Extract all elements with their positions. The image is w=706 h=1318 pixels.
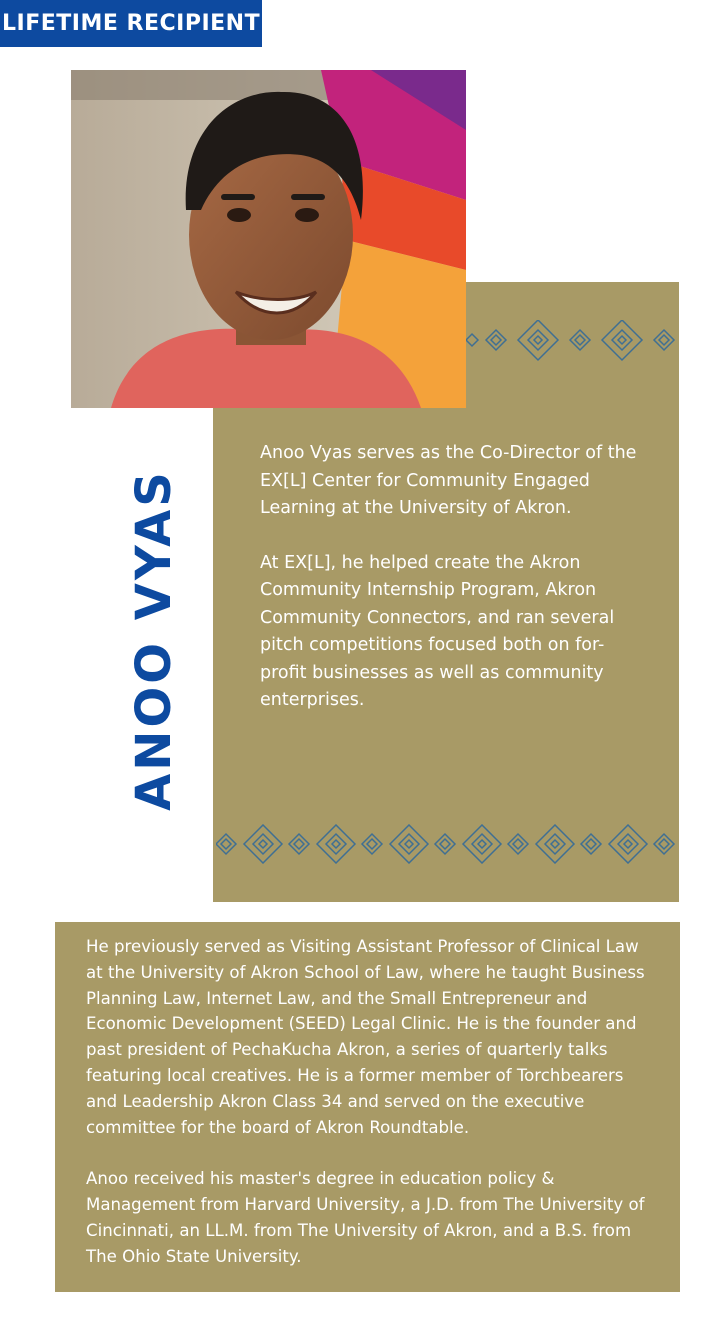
- portrait-illustration: [71, 70, 466, 408]
- diamond-icon: [466, 320, 679, 364]
- lifetime-recipient-badge: [0, 0, 262, 47]
- bio-bottom-paragraph-2: Anoo received his master's degree in education policy & Management from Harvard University, a J.D. from The University of Cincinnati, an LL.M. from The University of Akron, and a B.S. from The Ohio State University.: [86, 1169, 645, 1266]
- ornament-row-bottom: [216, 824, 678, 864]
- bio-top-text: [260, 440, 640, 742]
- ornament-row-top: [466, 320, 679, 364]
- bio-bottom-paragraph-1: He previously served as Visiting Assistant Professor of Clinical Law at the University of Akron School of Law, where he taught Business Planning Law, Internet Law, and the Small Entrepreneur and Economic Development (SEED) Legal Clinic. He is the founder and past president of PechaKucha Akron, a series of quarterly talks featuring local creatives. He is a former member of Torchbearers and Leadership Akron Class 34 and served on the executive committee for the board of Akron Roundtable.: [86, 937, 645, 1137]
- bio-top-paragraph-2: At EX[L], he helped create the Akron Community Internship Program, Akron Community Connectors, and ran several pitch competitions focused both on for-profit businesses as well as community enterprises.: [260, 552, 615, 710]
- bio-bottom-text: [86, 934, 656, 1295]
- bio-top-paragraph-1: Anoo Vyas serves as the Co-Director of the EX[L] Center for Community Engaged Learning at the University of Akron.: [260, 443, 637, 518]
- portrait-photo: [71, 70, 466, 408]
- badge-label: LIFETIME RECIPIENT: [2, 11, 261, 36]
- recipient-name: ANOO VYAS: [126, 469, 182, 811]
- diamond-icon: [216, 824, 678, 864]
